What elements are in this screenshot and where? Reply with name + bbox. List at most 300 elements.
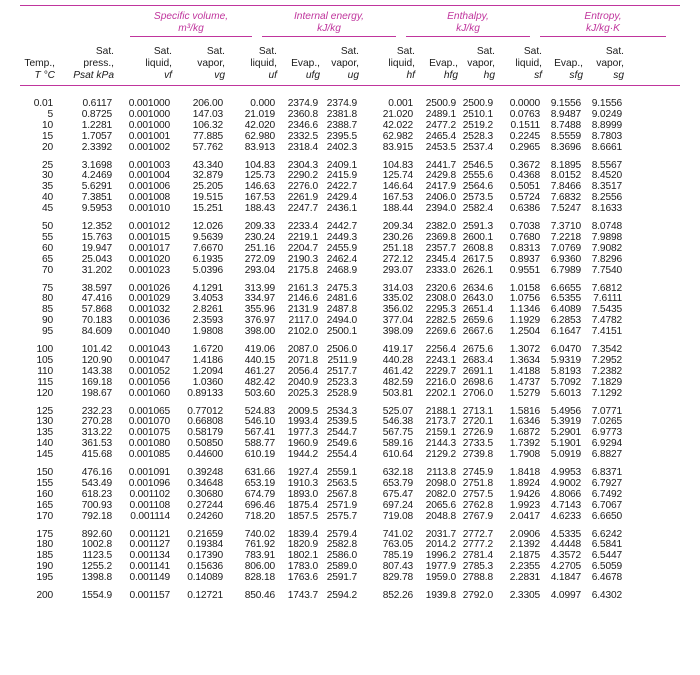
table-cell: 2308.0 xyxy=(425,293,456,305)
table-cell: 2573.5 xyxy=(462,192,493,204)
table-cell: 0.001102 xyxy=(129,488,170,500)
table-row xyxy=(0,326,700,337)
table-cell: 9.1556 xyxy=(591,98,622,109)
table-cell: 4.1847 xyxy=(550,572,581,584)
table-cell: 376.97 xyxy=(244,315,275,327)
table-cell: 7.4151 xyxy=(591,326,622,338)
table-cell: 2395.5 xyxy=(326,130,357,142)
group-title: Internal energy, xyxy=(293,11,365,22)
table-cell: 0.001047 xyxy=(128,354,170,366)
table-cell: 1927.4 xyxy=(287,467,318,478)
table-cell: 792.18 xyxy=(81,510,112,522)
table-cell: 0.6386 xyxy=(509,203,540,215)
table-cell: 2563.5 xyxy=(326,477,357,489)
table-cell: 0.001001 xyxy=(128,130,170,142)
table-cell: 0.001002 xyxy=(128,141,170,153)
table-cell: 2500.9 xyxy=(462,98,493,109)
table-row xyxy=(0,489,700,500)
table-cell: 2056.4 xyxy=(287,365,318,377)
header-rule xyxy=(20,85,680,86)
table-cell: 2555.6 xyxy=(462,170,493,182)
table-cell: 1.4737 xyxy=(509,376,540,388)
table-row xyxy=(0,529,700,540)
table-cell: 589.16 xyxy=(382,438,413,450)
table-cell: 1944.2 xyxy=(287,449,318,461)
table-cell: 7.3542 xyxy=(591,344,622,355)
table-cell: 19.515 xyxy=(192,192,223,204)
column-header-line3: ufg xyxy=(305,70,320,81)
table-cell: 2510.1 xyxy=(462,108,493,120)
table-cell: 12.352 xyxy=(81,221,112,232)
table-cell: 95 xyxy=(41,326,53,338)
group-rule xyxy=(406,36,530,37)
table-cell: 42.022 xyxy=(382,119,413,131)
column-header-line1: Sat. xyxy=(476,46,495,57)
table-cell: 7.6812 xyxy=(591,282,622,294)
table-cell: 718.20 xyxy=(244,510,275,522)
table-cell: 700.93 xyxy=(81,499,112,511)
table-cell: 0.34648 xyxy=(187,477,223,489)
table-cell: 2582.8 xyxy=(326,539,357,551)
table-cell: 21.020 xyxy=(382,108,413,120)
column-header-line2: liquid, xyxy=(388,58,415,69)
table-cell: 84.609 xyxy=(81,326,112,338)
table-cell: 8.5567 xyxy=(591,159,622,171)
table-cell: 62.982 xyxy=(382,130,413,142)
table-cell: 147.03 xyxy=(192,108,223,120)
table-cell: 2202.1 xyxy=(425,387,456,399)
table-cell: 7.6832 xyxy=(550,192,581,204)
table-cell: 60 xyxy=(41,242,53,254)
table-cell: 2733.5 xyxy=(462,438,493,450)
table-cell: 2374.9 xyxy=(287,98,318,109)
table-cell: 0.001000 xyxy=(128,108,170,120)
table-cell: 356.02 xyxy=(382,304,413,316)
table-cell: 398.09 xyxy=(382,326,413,338)
table-cell: 783.91 xyxy=(244,550,275,562)
table-cell: 546.38 xyxy=(382,416,413,428)
table-cell: 57.762 xyxy=(192,141,223,153)
table-cell: 1996.2 xyxy=(425,550,456,562)
table-cell: 9.5953 xyxy=(81,203,112,215)
column-header-line1: Sat. xyxy=(153,46,172,57)
table-cell: 195 xyxy=(36,572,53,584)
table-cell: 5.7092 xyxy=(550,376,581,388)
table-cell: 0.001010 xyxy=(128,203,170,215)
table-cell: 2159.1 xyxy=(425,427,456,439)
table-cell: 2269.6 xyxy=(425,326,456,338)
table-cell: 5.9319 xyxy=(550,354,581,366)
table-cell: 2436.1 xyxy=(326,203,357,215)
table-cell: 232.23 xyxy=(81,405,112,417)
table-cell: 440.15 xyxy=(244,354,275,366)
table-cell: 105 xyxy=(36,354,53,366)
table-cell: 6.2853 xyxy=(550,315,581,327)
table-cell: 1820.9 xyxy=(287,539,318,551)
table-cell: 4.2705 xyxy=(550,561,581,573)
table-cell: 0.001096 xyxy=(128,477,170,489)
table-cell: 2247.7 xyxy=(287,203,318,215)
table-cell: 1959.0 xyxy=(425,572,456,584)
table-cell: 1.9923 xyxy=(509,499,540,511)
table-cell: 0.001015 xyxy=(128,231,170,243)
column-header-line1: Sat. xyxy=(95,46,114,57)
table-cell: 2675.6 xyxy=(462,344,493,355)
table-cell: 1.5279 xyxy=(509,387,540,399)
table-cell: 763.05 xyxy=(382,539,413,551)
table-cell: 32.879 xyxy=(192,170,223,182)
group-rule xyxy=(130,36,252,37)
table-cell: 0.001065 xyxy=(128,405,170,417)
table-cell: 2025.3 xyxy=(287,387,318,399)
table-cell: 1.4188 xyxy=(509,365,540,377)
group-rule xyxy=(262,36,396,37)
table-cell: 180 xyxy=(36,539,53,551)
table-cell: 169.18 xyxy=(81,376,112,388)
table-cell: 1939.8 xyxy=(425,590,456,601)
table-row xyxy=(0,590,700,601)
table-row xyxy=(0,109,700,120)
table-cell: 70 xyxy=(41,264,53,276)
table-cell: 7.8296 xyxy=(591,253,622,265)
table-cell: 0.001017 xyxy=(128,242,170,254)
table-cell: 5.3919 xyxy=(550,416,581,428)
table-cell: 0.001070 xyxy=(128,416,170,428)
table-cell: 2528.9 xyxy=(326,387,357,399)
column-header-line2: vapor, xyxy=(197,58,225,69)
table-cell: 2429.4 xyxy=(326,192,357,204)
table-cell: 2369.8 xyxy=(425,231,456,243)
table-cell: 2571.9 xyxy=(326,499,357,511)
table-cell: 55 xyxy=(41,231,53,243)
table-cell: 2.1392 xyxy=(509,539,540,551)
table-cell: 175 xyxy=(36,528,53,540)
table-cell: 2146.6 xyxy=(287,293,318,305)
table-cell: 9.5639 xyxy=(192,231,223,243)
table-cell: 2617.5 xyxy=(462,253,493,265)
table-cell: 7.8466 xyxy=(550,181,581,193)
table-cell: 209.33 xyxy=(244,221,275,232)
column-header-line3: Psat kPa xyxy=(73,70,114,81)
table-cell: 2357.7 xyxy=(425,242,456,254)
table-cell: 0.17390 xyxy=(187,550,223,562)
table-cell: 6.5059 xyxy=(591,561,622,573)
table-cell: 741.02 xyxy=(382,528,413,540)
table-cell: 2706.0 xyxy=(462,387,493,399)
table-cell: 15.251 xyxy=(192,203,223,215)
table-cell: 0.7680 xyxy=(509,231,540,243)
table-cell: 7.9898 xyxy=(591,231,622,243)
table-cell: 70.183 xyxy=(81,315,112,327)
table-cell: 2229.7 xyxy=(425,365,456,377)
group-unit: kJ/kg xyxy=(456,23,480,34)
table-cell: 2691.1 xyxy=(462,365,493,377)
column-header-line2: liquid, xyxy=(515,58,542,69)
table-cell: 355.96 xyxy=(244,304,275,316)
table-cell: 524.83 xyxy=(244,405,275,417)
column-header-line1: Sat. xyxy=(340,46,359,57)
table-row xyxy=(0,142,700,153)
table-cell: 1.2094 xyxy=(192,365,223,377)
table-cell: 2582.4 xyxy=(462,203,493,215)
table-cell: 2720.1 xyxy=(462,416,493,428)
table-cell: 2402.3 xyxy=(326,141,357,153)
table-cell: 35 xyxy=(41,181,53,193)
table-cell: 2634.6 xyxy=(462,282,493,294)
table-cell: 2243.1 xyxy=(425,354,456,366)
table-row xyxy=(0,406,700,417)
table-cell: 0.66808 xyxy=(187,416,223,428)
table-cell: 546.10 xyxy=(244,416,275,428)
table-cell: 2.2355 xyxy=(509,561,540,573)
table-cell: 567.75 xyxy=(382,427,413,439)
table-cell: 2591.3 xyxy=(462,221,493,232)
table-cell: 0.001000 xyxy=(128,119,170,131)
table-cell: 293.04 xyxy=(244,264,275,276)
table-cell: 0.3672 xyxy=(509,159,540,171)
table-cell: 0.001012 xyxy=(128,221,170,232)
table-cell: 6.1935 xyxy=(192,253,223,265)
table-cell: 0.001060 xyxy=(128,387,170,399)
table-cell: 2517.7 xyxy=(326,365,357,377)
table-cell: 653.19 xyxy=(244,477,275,489)
table-cell: 100 xyxy=(36,344,53,355)
table-cell: 0.27244 xyxy=(187,499,223,511)
table-cell: 2276.0 xyxy=(287,181,318,193)
table-cell: 2.3392 xyxy=(81,141,112,153)
table-cell: 6.6655 xyxy=(550,282,581,294)
group-unit: kJ/kg·K xyxy=(586,23,620,34)
table-cell: 696.46 xyxy=(244,499,275,511)
table-cell: 2388.7 xyxy=(326,119,357,131)
column-header-line2: Temp., xyxy=(24,58,55,69)
table-cell: 588.77 xyxy=(244,438,275,450)
table-cell: 2745.9 xyxy=(462,467,493,478)
column-header-line2: vapor, xyxy=(467,58,495,69)
column-header-line3: vf xyxy=(164,70,172,81)
table-cell: 0.2965 xyxy=(509,141,540,153)
table-cell: 9.0249 xyxy=(591,108,622,120)
table-cell: 9.1556 xyxy=(550,98,581,109)
table-cell: 140 xyxy=(36,438,53,450)
table-row xyxy=(0,181,700,192)
table-cell: 2009.5 xyxy=(287,405,318,417)
table-cell: 1763.6 xyxy=(287,572,318,584)
table-cell: 2523.3 xyxy=(326,376,357,388)
table-cell: 2751.8 xyxy=(462,477,493,489)
table-cell: 7.0769 xyxy=(550,242,581,254)
table-cell: 7.0265 xyxy=(591,416,622,428)
column-header-line2: Evap., xyxy=(291,58,320,69)
table-cell: 2559.1 xyxy=(326,467,357,478)
table-cell: 674.79 xyxy=(244,488,275,500)
table-cell: 101.42 xyxy=(81,344,112,355)
table-cell: 0.001006 xyxy=(128,181,170,193)
table-cell: 829.78 xyxy=(382,572,413,584)
table-cell: 8.3696 xyxy=(550,141,581,153)
table-cell: 2382.0 xyxy=(425,221,456,232)
table-cell: 1783.0 xyxy=(287,561,318,573)
table-cell: 2102.0 xyxy=(287,326,318,338)
table-cell: 120.90 xyxy=(81,354,112,366)
column-header-line3: sf xyxy=(534,70,542,81)
table-cell: 5.1901 xyxy=(550,438,581,450)
column-header-line3: sfg xyxy=(569,70,583,81)
table-cell: 135 xyxy=(36,427,53,439)
table-cell: 6.5447 xyxy=(591,550,622,562)
table-cell: 0.001 xyxy=(388,98,413,109)
table-row xyxy=(0,304,700,315)
table-cell: 0.58179 xyxy=(187,427,223,439)
table-cell: 6.7492 xyxy=(591,488,622,500)
table-row xyxy=(0,120,700,131)
column-header-line3: vg xyxy=(214,70,225,81)
table-cell: 2161.3 xyxy=(287,282,318,294)
table-cell: 313.99 xyxy=(244,282,275,294)
table-cell: 1802.1 xyxy=(287,550,318,562)
table-cell: 38.597 xyxy=(81,282,112,294)
table-cell: 83.913 xyxy=(244,141,275,153)
column-header-line2: vapor, xyxy=(596,58,624,69)
table-cell: 1.4186 xyxy=(192,354,223,366)
table-cell: 2519.2 xyxy=(462,119,493,131)
column-header-line1: Sat. xyxy=(523,46,542,57)
table-cell: 398.00 xyxy=(244,326,275,338)
group-title: Enthalpy, xyxy=(447,11,489,22)
table-cell: 740.02 xyxy=(244,528,275,540)
table-cell: 482.42 xyxy=(244,376,275,388)
table-cell: 45 xyxy=(41,203,53,215)
table-cell: 461.42 xyxy=(382,365,413,377)
table-cell: 0.21659 xyxy=(187,528,223,540)
table-row xyxy=(0,170,700,181)
table-cell: 6.5355 xyxy=(550,293,581,305)
column-header-line3: hg xyxy=(483,70,495,81)
table-cell: 1.0158 xyxy=(509,282,540,294)
table-cell: 230.26 xyxy=(382,231,413,243)
table-cell: 2546.5 xyxy=(462,159,493,171)
table-cell: 57.868 xyxy=(81,304,112,316)
table-cell: 65 xyxy=(41,253,53,265)
table-cell: 2449.3 xyxy=(326,231,357,243)
table-cell: 160 xyxy=(36,488,53,500)
table-cell: 1.2281 xyxy=(81,119,112,131)
table-row xyxy=(0,539,700,550)
table-cell: 0.001134 xyxy=(129,550,170,562)
column-header-line2: liquid, xyxy=(250,58,277,69)
table-cell: 653.79 xyxy=(382,477,413,489)
table-cell: 19.947 xyxy=(81,242,112,254)
group-rule xyxy=(540,36,666,37)
table-cell: 2117.0 xyxy=(288,315,318,327)
table-cell: 2.3593 xyxy=(192,315,223,327)
table-cell: 4.8066 xyxy=(550,488,581,500)
table-row xyxy=(0,254,700,265)
table-row xyxy=(0,192,700,203)
table-cell: 2539.5 xyxy=(326,416,357,428)
table-cell: 1977.9 xyxy=(425,561,456,573)
table-cell: 2190.3 xyxy=(287,253,318,265)
table-cell: 2600.1 xyxy=(462,231,493,243)
table-cell: 5.0396 xyxy=(192,264,223,276)
table-cell: 5.8193 xyxy=(550,365,581,377)
table-cell: 852.26 xyxy=(382,590,413,601)
table-cell: 2465.4 xyxy=(425,130,456,142)
table-cell: 2468.9 xyxy=(326,264,357,276)
table-cell: 0.8313 xyxy=(509,242,540,254)
table-cell: 0.001157 xyxy=(129,590,170,601)
table-cell: 0.9551 xyxy=(509,264,540,276)
table-cell: 8.4520 xyxy=(591,170,622,182)
table-cell: 0.001036 xyxy=(128,315,170,327)
table-cell: 2318.4 xyxy=(287,141,318,153)
table-cell: 104.83 xyxy=(244,159,275,171)
table-row xyxy=(0,315,700,326)
table-cell: 145 xyxy=(36,449,53,461)
table-cell: 2441.7 xyxy=(425,159,456,171)
table-cell: 2345.4 xyxy=(425,253,456,265)
table-cell: 2381.8 xyxy=(326,108,357,120)
table-cell: 0.44600 xyxy=(187,449,223,461)
table-cell: 2131.9 xyxy=(287,304,318,316)
table-cell: 12.026 xyxy=(192,221,223,232)
table-cell: 209.34 xyxy=(382,221,413,232)
table-cell: 0.01 xyxy=(33,98,53,109)
table-cell: 6.9360 xyxy=(550,253,581,265)
table-cell: 50 xyxy=(41,221,53,232)
table-cell: 618.23 xyxy=(81,488,112,500)
table-cell: 0.001108 xyxy=(129,499,170,511)
table-cell: 0.001008 xyxy=(128,192,170,204)
table-cell: 2295.3 xyxy=(425,304,456,316)
table-cell: 440.28 xyxy=(382,354,413,366)
table-cell: 2129.2 xyxy=(425,449,456,461)
table-cell: 2534.3 xyxy=(326,405,357,417)
table-cell: 4.6233 xyxy=(550,510,581,522)
table-cell: 850.46 xyxy=(244,590,275,601)
table-cell: 2575.7 xyxy=(326,510,357,522)
table-cell: 1.3072 xyxy=(509,344,540,355)
table-cell: 3.4053 xyxy=(192,293,223,305)
table-cell: 7.1829 xyxy=(591,376,622,388)
table-cell: 2762.8 xyxy=(462,499,493,511)
table-cell: 892.60 xyxy=(81,528,112,540)
table-cell: 2777.2 xyxy=(462,539,493,551)
table-cell: 2564.6 xyxy=(462,181,493,193)
table-cell: 6.5841 xyxy=(591,539,622,551)
table-row xyxy=(0,243,700,254)
table-cell: 0.14089 xyxy=(187,572,223,584)
table-cell: 7.3710 xyxy=(550,221,581,232)
table-cell: 2374.9 xyxy=(326,98,357,109)
table-cell: 1743.7 xyxy=(287,590,318,601)
table-row xyxy=(0,427,700,438)
table-cell: 1839.4 xyxy=(287,528,318,540)
table-cell: 1910.3 xyxy=(287,477,318,489)
table-cell: 272.09 xyxy=(244,253,275,265)
table-cell: 0.39248 xyxy=(187,467,223,478)
table-cell: 2757.5 xyxy=(462,488,493,500)
table-cell: 0.7038 xyxy=(509,221,540,232)
table-row xyxy=(0,550,700,561)
group-title: Entropy, xyxy=(584,11,622,22)
table-cell: 4.4448 xyxy=(550,539,581,551)
table-cell: 0.001023 xyxy=(128,264,170,276)
table-cell: 2659.6 xyxy=(462,315,493,327)
table-cell: 1.9808 xyxy=(192,326,223,338)
table-cell: 415.68 xyxy=(81,449,112,461)
table-cell: 8.2556 xyxy=(591,192,622,204)
